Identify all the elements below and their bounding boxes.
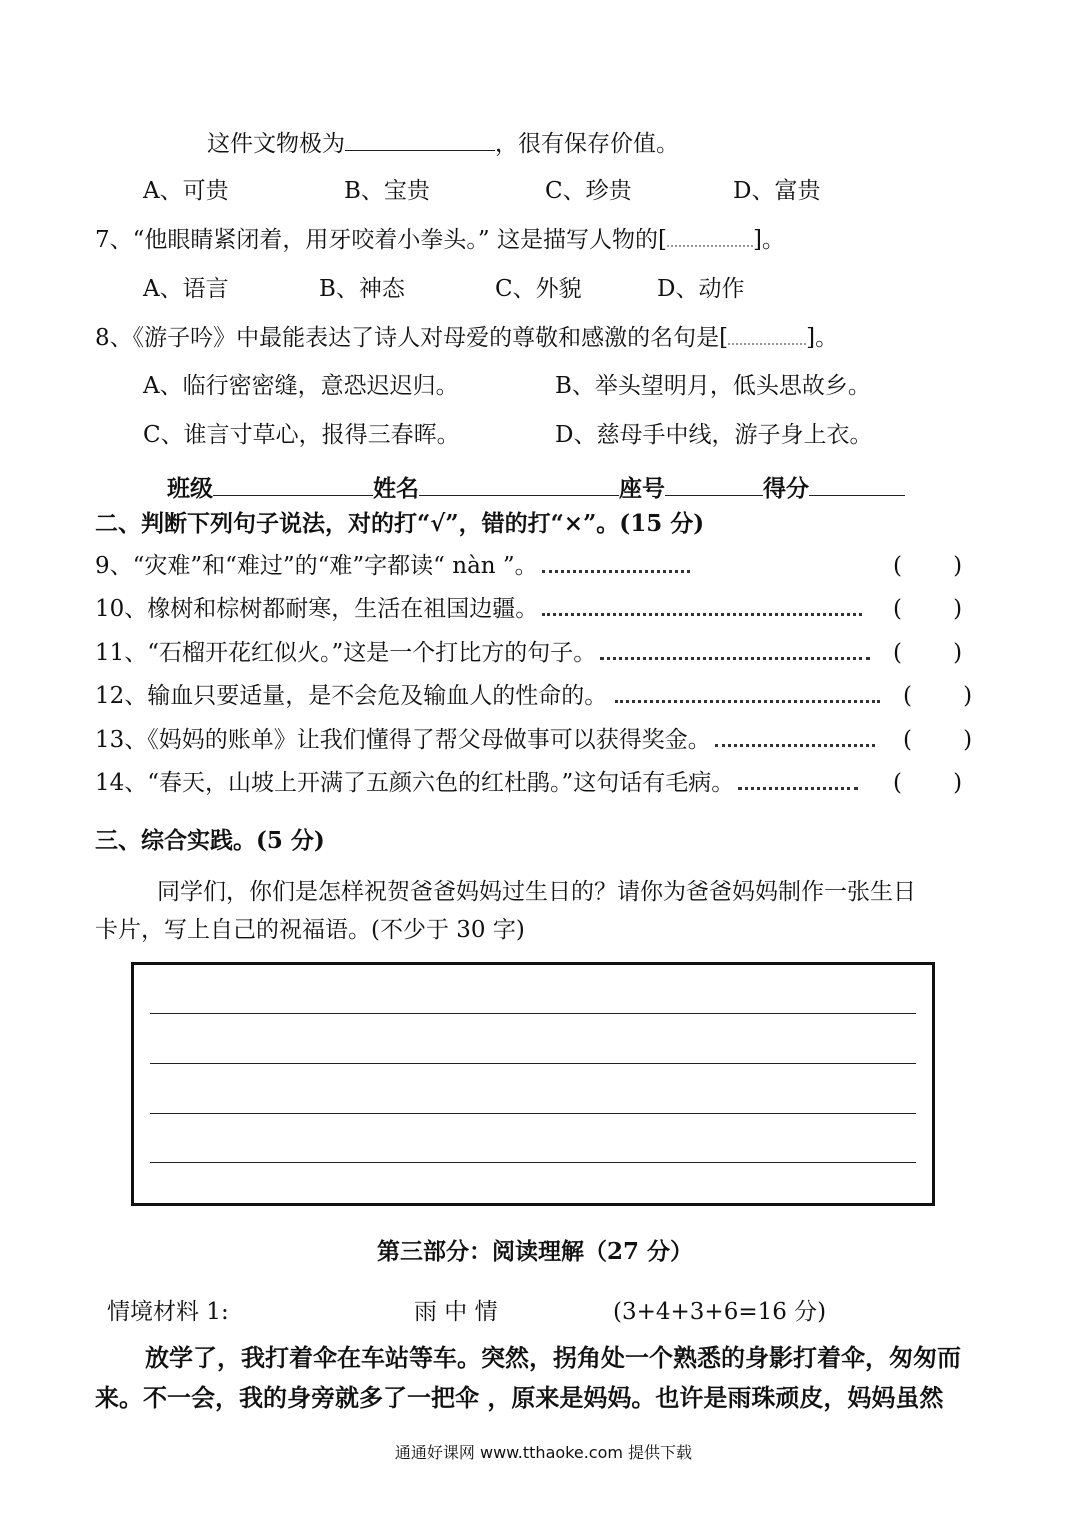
q8-stem: [95, 323, 838, 353]
judge-item-11-text: 11、“石榴开花红似火。”这是一个打比方的句子。: [95, 640, 597, 666]
leader-dots: [738, 769, 858, 790]
student-info-line: [167, 473, 905, 504]
judge-item-14: [95, 768, 858, 798]
judge-item-9-text: 9、“灾难”和“难过”的“难”字都读“ nàn ”。: [95, 553, 538, 579]
judge-item-10-text: 10、橡树和棕树都耐寒，生活在祖国边疆。: [95, 596, 539, 622]
judge-item-12-text: 12、输血只要适量，是不会危及输血人的性命的。: [95, 683, 608, 709]
judge-item-14-text: 14、“春天，山坡上开满了五颜六色的红杜鹃。”这句话有毛病。: [95, 770, 735, 796]
passage-line2: 来。不一会，我的身旁就多了一把伞 ，原来是妈妈。也许是雨珠顽皮，妈妈虽然: [95, 1383, 944, 1412]
q6-stem-before: 这件文物极为: [207, 131, 345, 157]
q8-option-a: A、临行密密缝，意恐迟迟归。: [143, 373, 459, 399]
judge-item-10: [95, 594, 862, 624]
q7-stem: [95, 225, 785, 255]
q8-stem-end: ]。: [806, 325, 839, 351]
birthday-card-box[interactable]: [131, 962, 935, 1206]
q6-answer-blank[interactable]: [345, 128, 495, 151]
leader-dots: [615, 682, 880, 703]
q6-option-a: A、可贵: [143, 178, 229, 204]
judge-paren-10[interactable]: ( ): [893, 596, 963, 622]
leader-dots: [600, 639, 870, 660]
q6-stem: [207, 128, 679, 159]
name-field[interactable]: [419, 473, 619, 496]
writing-line-3[interactable]: [150, 1113, 916, 1114]
q8-stem-text: 8、《游子吟》中最能表达了诗人对母爱的尊敬和感激的名句是[: [95, 325, 729, 351]
material-score: (3+4+3+6=16 分): [613, 1299, 827, 1325]
leader-dots: [715, 726, 875, 747]
score-field[interactable]: [809, 473, 905, 496]
judge-paren-13[interactable]: ( ): [903, 727, 973, 753]
q6-option-d: D、富贵: [733, 178, 821, 204]
q7-option-a: A、语言: [143, 276, 229, 302]
judge-paren-11[interactable]: ( ): [893, 640, 963, 666]
leader-dots: [542, 552, 690, 573]
q6-option-b: B、宝贵: [344, 178, 430, 204]
score-label: 得分: [763, 475, 809, 502]
q7-answer-blank[interactable]: [667, 227, 753, 247]
judge-paren-9[interactable]: ( ): [893, 553, 963, 579]
material-label: 情境材料 1:: [107, 1299, 229, 1325]
material-title: 雨 中 情: [414, 1299, 498, 1325]
section2-title: 二、判断下列句子说法，对的打“√”，错的打“×”。(15 分): [95, 510, 705, 537]
writing-line-4[interactable]: [150, 1162, 916, 1163]
judge-item-13-text: 13、《妈妈的账单》让我们懂得了帮父母做事可以获得奖金。: [95, 727, 711, 753]
seat-field[interactable]: [665, 473, 763, 496]
name-label: 姓名: [373, 475, 419, 502]
writing-line-2[interactable]: [150, 1063, 916, 1064]
q7-option-d: D、动作: [657, 276, 745, 302]
part3-title: 第三部分：阅读理解（27 分）: [377, 1238, 694, 1265]
judge-item-13: [95, 725, 875, 755]
footer-credit: 通通好课网 www.tthaoke.com 提供下载: [394, 1443, 693, 1462]
q6-stem-after: ，很有保存价值。: [495, 131, 679, 157]
q8-option-c: C、谁言寸草心，报得三春晖。: [143, 422, 460, 448]
q8-answer-blank[interactable]: [728, 325, 806, 345]
section3-title: 三、综合实践。(5 分): [95, 827, 325, 854]
q7-stem-text: 7、“他眼睛紧闭着，用牙咬着小拳头。” 这是描写人物的[: [95, 227, 667, 253]
passage-line1: 放学了，我打着伞在车站等车。突然，拐角处一个熟悉的身影打着伞，匆匆而: [145, 1343, 961, 1372]
q7-stem-end: ]。: [752, 227, 785, 253]
class-field[interactable]: [213, 473, 373, 496]
q7-option-c: C、外貌: [495, 276, 582, 302]
q7-option-b: B、神态: [319, 276, 405, 302]
q6-option-c: C、珍贵: [545, 178, 632, 204]
judge-item-12: [95, 681, 880, 711]
judge-item-11: [95, 638, 870, 668]
q8-option-d: D、慈母手中线，游子身上衣。: [555, 422, 873, 448]
seat-label: 座号: [619, 475, 665, 502]
class-label: 班级: [167, 475, 213, 502]
judge-paren-14[interactable]: ( ): [893, 770, 963, 796]
writing-line-1[interactable]: [150, 1013, 916, 1014]
q8-option-b: B、举头望明月，低头思故乡。: [555, 373, 871, 399]
judge-item-9: [95, 551, 690, 581]
leader-dots: [542, 595, 862, 616]
section3-prompt-line2: 卡片，写上自己的祝福语。(不少于 30 字): [95, 917, 525, 943]
section3-prompt-line1: 同学们，你们是怎样祝贺爸爸妈妈过生日的？请你为爸爸妈妈制作一张生日: [157, 879, 916, 905]
judge-paren-12[interactable]: ( ): [903, 683, 973, 709]
